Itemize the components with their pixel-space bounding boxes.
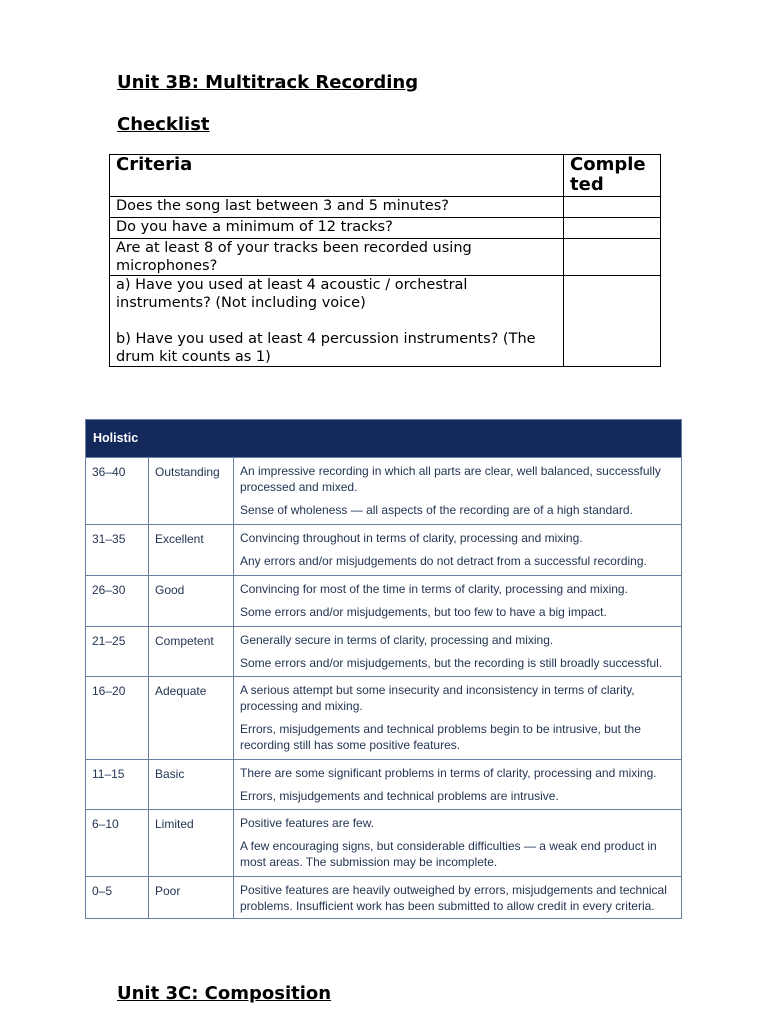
unit-3c-title: Unit 3C: Composition [117,983,332,1004]
band-description [240,530,675,576]
band-description [240,463,675,525]
band-description [240,815,675,877]
score-range: 21–25 [92,634,126,648]
holistic-row [86,575,681,626]
description-paragraph: A few encouraging signs, but considerable difficulties — a weak end product in most areas. The submission may be incomplete. [240,839,657,869]
completed-cell[interactable] [564,276,661,367]
holistic-row [86,759,681,809]
completed-cell[interactable] [564,197,661,218]
description-paragraph: A serious attempt but some insecurity and inconsistency in terms of clarity, processing and mixing. [240,683,635,713]
holistic-mark-scheme-table [85,419,682,919]
description-paragraph: Sense of wholeness — all aspects of the recording are of a high standard. [240,503,633,517]
band-label: Competent [155,634,214,648]
score-range: 11–15 [92,767,125,781]
table-row [110,218,661,239]
description-paragraph: Some errors and/or misjudgements, but the recording is still broadly successful. [240,656,663,670]
table-row [110,197,661,218]
band-label: Outstanding [155,465,220,479]
holistic-row [86,457,681,524]
band-description [240,882,675,921]
score-range: 26–30 [92,583,126,597]
description-paragraph: Errors, misjudgements and technical problems are intrusive. [240,789,559,803]
score-range: 16–20 [92,684,126,698]
completed-header: Completed [564,155,661,197]
description-paragraph: Convincing for most of the time in terms of clarity, processing and mixing. [240,582,628,596]
criteria-cell: Does the song last between 3 and 5 minutes? [110,197,564,218]
completed-cell[interactable] [564,239,661,276]
table-row [110,276,661,367]
completed-cell[interactable] [564,218,661,239]
score-range: 0–5 [92,884,113,898]
holistic-row [86,876,681,919]
description-paragraph: Positive features are heavily outweighed by errors, misjudgements and technical problems. Insufficient work has been submitted to allow credit in every criteria. [240,883,667,913]
criteria-cell: Do you have a minimum of 12 tracks? [110,218,564,239]
band-label: Limited [155,817,194,831]
band-label: Good [155,583,185,597]
band-description [240,581,675,627]
holistic-row [86,676,681,759]
holistic-row [86,809,681,876]
band-label: Excellent [155,532,204,546]
description-paragraph: Errors, misjudgements and technical problems begin to be intrusive, but the recording still has some positive features. [240,722,641,752]
description-paragraph: An impressive recording in which all parts are clear, well balanced, successfully processed and mixed. [240,464,661,494]
criteria-header: Criteria [110,155,564,197]
holistic-header: Holistic [86,420,681,457]
band-description [240,632,675,678]
criteria-cell: Are at least 8 of your tracks been recorded using microphones? [110,239,564,276]
checklist-header-row [110,155,661,197]
table-row [110,239,661,276]
band-label: Basic [155,767,185,781]
score-range: 6–10 [92,817,119,831]
description-paragraph: Convincing throughout in terms of clarity, processing and mixing. [240,531,583,545]
description-paragraph: Any errors and/or misjudgements do not detract from a successful recording. [240,554,647,568]
score-range: 36–40 [92,465,126,479]
description-paragraph: There are some significant problems in terms of clarity, processing and mixing. [240,766,657,780]
unit-3b-title: Unit 3B: Multitrack Recording [117,72,419,93]
checklist-table [109,154,661,367]
criteria-line-b: b) Have you used at least 4 percussion instruments? (The drum kit counts as 1) [116,331,536,365]
criteria-line-a: a) Have you used at least 4 acoustic / orchestral instruments? (Not including voice) [116,277,468,311]
band-description [240,682,675,760]
holistic-row [86,626,681,676]
band-label: Poor [155,884,181,898]
description-paragraph: Generally secure in terms of clarity, processing and mixing. [240,633,554,647]
band-description [240,765,675,811]
checklist-title: Checklist [117,114,210,135]
band-label: Adequate [155,684,207,698]
description-paragraph: Positive features are few. [240,816,375,830]
score-range: 31–35 [92,532,126,546]
holistic-row [86,524,681,575]
criteria-cell [110,276,564,367]
description-paragraph: Some errors and/or misjudgements, but too few to have a big impact. [240,605,607,619]
